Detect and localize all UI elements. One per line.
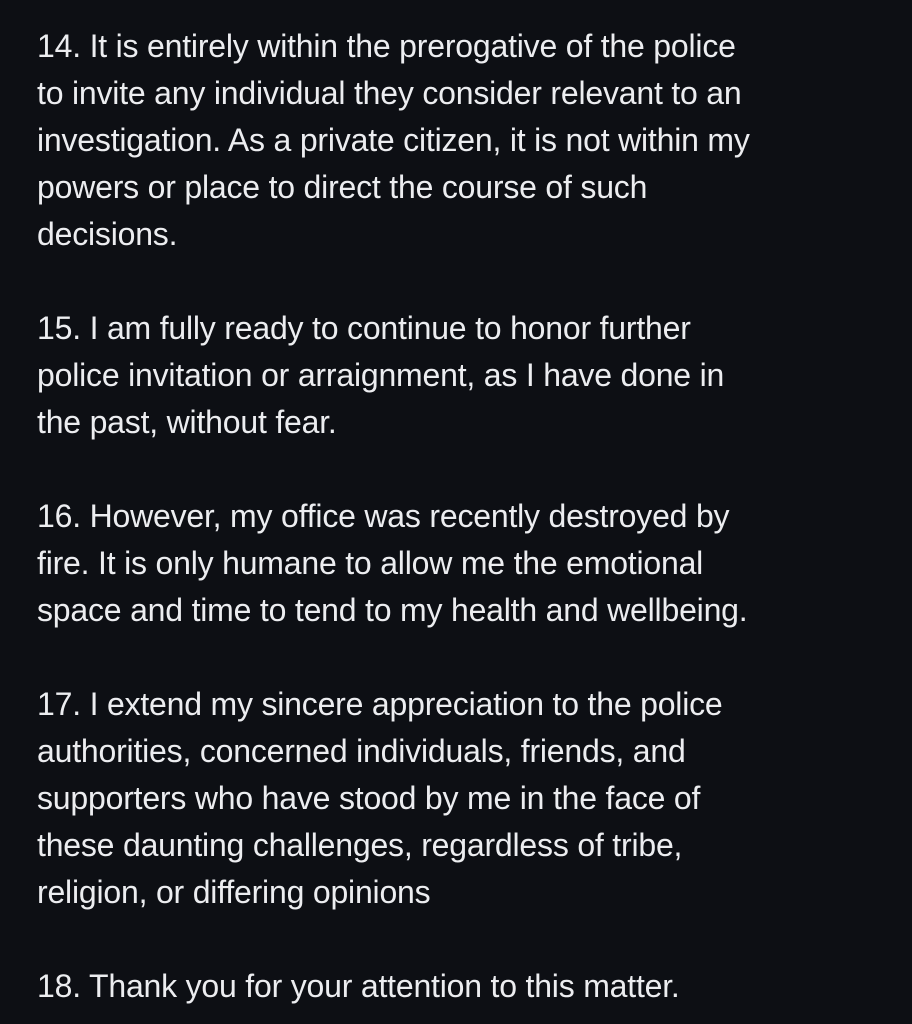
paragraph-line: authorities, concerned individuals, friends, and [37,733,686,769]
paragraph-line: these daunting challenges, regardless of tribe, [37,827,683,863]
paragraph-line: 16. However, my office was recently destroyed by [37,498,730,534]
paragraph-16 [37,493,897,634]
paragraph-line: police invitation or arraignment, as I have done in [37,357,725,393]
paragraph-line: investigation. As a private citizen, it is not within my [37,122,750,158]
paragraph-18 [37,963,897,1010]
paragraph-line: to invite any individual they consider relevant to an [37,75,742,111]
paragraph-line: religion, or differing opinions [37,874,431,910]
paragraph-line: powers or place to direct the course of such [37,169,648,205]
statement-document [37,23,897,1010]
paragraph-line: 18. Thank you for your attention to this matter. [37,968,680,1004]
paragraph-line: the past, without fear. [37,404,337,440]
paragraph-line: 15. I am fully ready to continue to honor further [37,310,691,346]
paragraph-line: decisions. [37,216,178,252]
paragraph-line: 17. I extend my sincere appreciation to the police [37,686,723,722]
paragraph-15 [37,305,897,446]
paragraph-17 [37,681,897,916]
paragraph-14 [37,23,897,258]
paragraph-line: 14. It is entirely within the prerogative of the police [37,28,736,64]
paragraph-line: space and time to tend to my health and wellbeing. [37,592,748,628]
paragraph-line: fire. It is only humane to allow me the emotional [37,545,704,581]
paragraph-line: supporters who have stood by me in the face of [37,780,701,816]
